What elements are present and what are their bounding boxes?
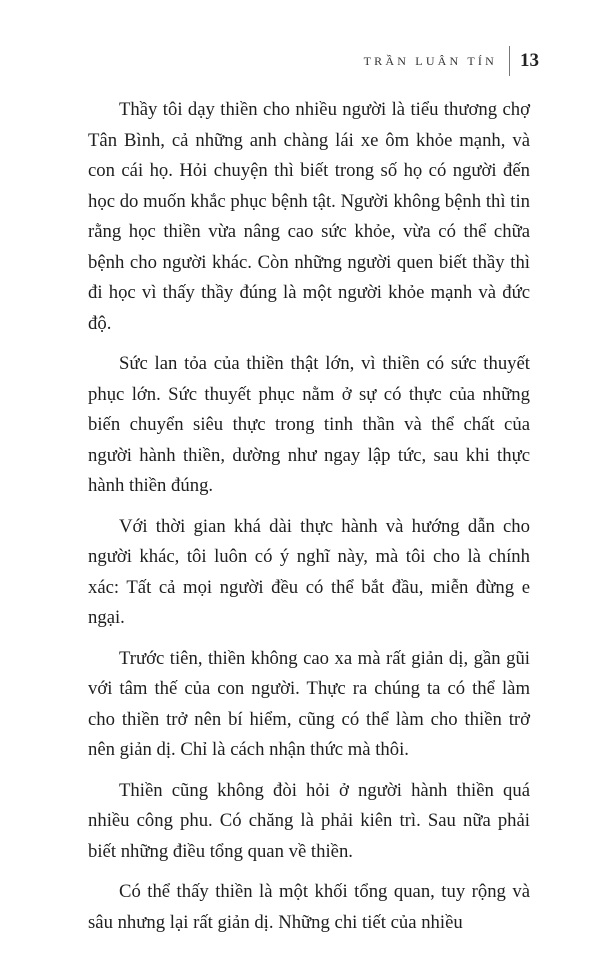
- paragraph: Với thời gian khá dài thực hành và hướng dẫn cho người khác, tôi luôn có ý nghĩ này, mà tôi cho là chính xác: Tất cả mọi người đều có thể bắt đầu, miễn đừng e ngại.: [88, 515, 530, 628]
- paragraph: Sức lan tỏa của thiền thật lớn, vì thiền có sức thuyết phục lớn. Sức thuyết phục nằm ở sự có thực của những biến chuyển siêu thực trong tinh thần và thể chất của người hành thiền, dường như ngay lập tức, sau khi thực hành thiền đúng.: [88, 353, 530, 496]
- running-header: [364, 46, 539, 76]
- paragraph: Có thể thấy thiền là một khối tổng quan, tuy rộng và sâu nhưng lại rất giản dị. Những chi tiết của nhiều: [88, 881, 530, 933]
- running-header-author: TRẦN LUÂN TÍN: [363, 53, 497, 68]
- body-text: [88, 95, 530, 948]
- paragraph: Thầy tôi dạy thiền cho nhiều người là tiểu thương chợ Tân Bình, cả những anh chàng lái xe ôm khỏe mạnh, và con cái họ. Hỏi chuyện thì biết trong số họ có người đến học do muốn khắc phục bệnh tật. Người không bệnh thì tin rằng học thiền vừa nâng cao sức khỏe, vừa có thể chữa bệnh cho người khác. Còn những người quen biết thầy thì đi học vì thấy thầy đúng là một người khỏe mạnh và đức độ.: [88, 99, 530, 334]
- page-number: 13: [520, 50, 539, 71]
- paragraph: Thiền cũng không đòi hỏi ở người hành thiền quá nhiều công phu. Có chăng là phải kiên trì. Sau nữa phải biết những điều tổng quan về thiền.: [88, 779, 530, 862]
- paragraph: Trước tiên, thiền không cao xa mà rất giản dị, gần gũi với tâm thế của con người. Thực ra chúng ta có thể làm cho thiền trở nên bí hiểm, cũng có thể làm cho thiền trở nên giản dị. Chỉ là cách nhận thức mà thôi.: [88, 647, 530, 760]
